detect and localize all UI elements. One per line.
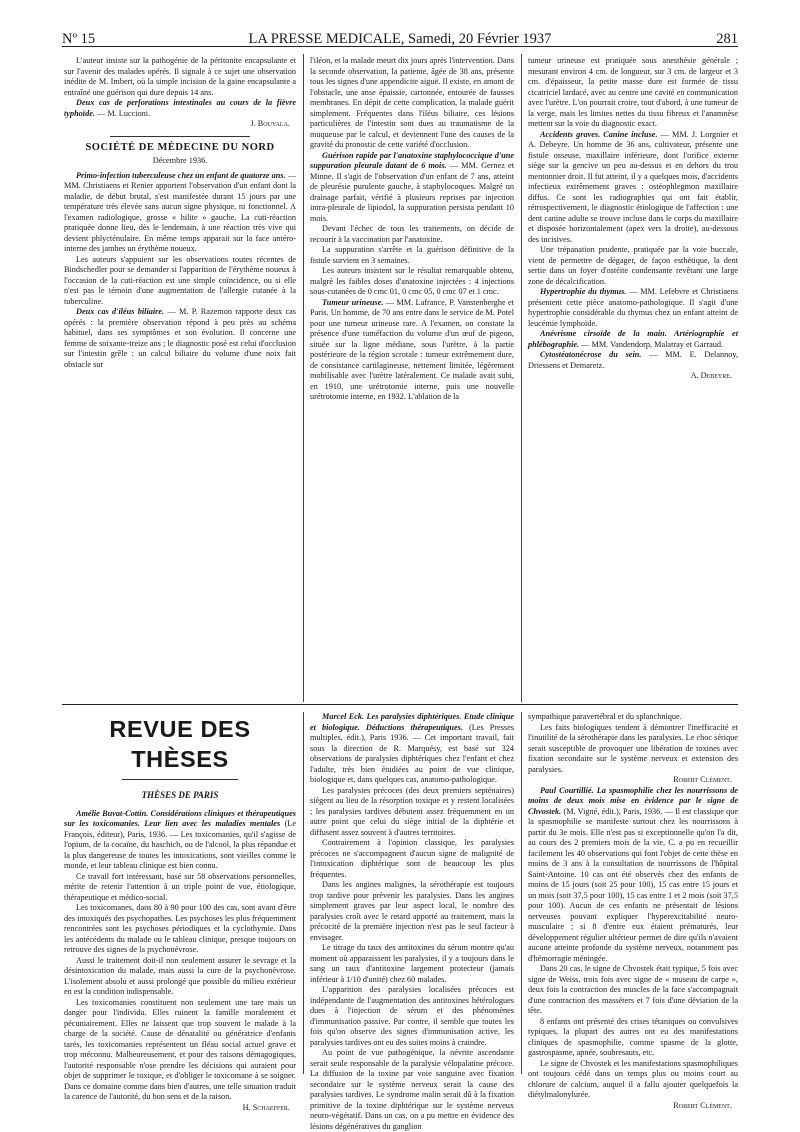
paragraph: La suppuration s'arrête et la guérison définitive de la fistule survient en 3 semaines. — [310, 245, 514, 265]
paragraph: sympathique paravertébral et du splanchnique. — [528, 712, 682, 721]
column-3 — [528, 56, 738, 700]
article-heading: Cytostéatonécrose du sein. — [540, 350, 642, 359]
column-divider-4 — [521, 712, 522, 1074]
thesis-heading: Marcel Eck. Les paralysies diphtériques. Etude clinique et biologique. Déductions thérapeutiques. — [310, 712, 514, 732]
header-rule — [62, 46, 738, 47]
signature: Robert Clément. — [673, 775, 732, 784]
article-text: Un homme de 36 ans, cultivateur, présente une fistule osseuse, maxillaire inférieure, dont l'orifice externe siège sur la gencive un peu au-dessus et en dehors du trou mentonnier droit. Il fut atteint, il y a quelques mois, d'accidents infectieux extrêmement graves : ostéophlegmon maxillaire diffus. Ce sont les radiographies qui ont fait établir, rétrospectivement, le diagnostic étiologique de l'affection : une dent canine adulte se trouve incluse dans le corps du maxillaire et disposée horizontalement (apex vers la droite), au-dessous des incisives. — [528, 140, 738, 244]
paragraph: Aussi le traitement doit-il non seulement assurer le sevrage et la désintoxication du malade, mais aussi la cure de la psychonévrose. L'isolement absolu et aussi prolongé que possible du milieu extérieur en est la condition indispensable. — [64, 955, 296, 996]
signature: Robert Clément. — [673, 1100, 732, 1110]
paragraph: Contrairement à l'opinion classique, les paralysies précoces ne s'accompagnent d'aucun signe de malignité de l'intoxication diphtérique sont de beaucoup les plus fréquentes. — [310, 838, 514, 879]
column-2 — [310, 56, 514, 700]
paragraph: Les faits biologiques tendent à démontrer l'inefficacité et l'inutilité de la sérothérapie dans les paralysies. Le choc sérique serait susceptible de provoquer une libération de toxines avec fixation secondaire sur le système nerveux et extension des paralysies. — [528, 722, 738, 774]
page-number: 281 — [716, 31, 738, 47]
thesis-heading: Amélie Buvat-Cottin. Considérations cliniques et thérapeutiques sur les toxicomanies. Leur lien avec les maladies mentales — [64, 808, 296, 828]
society-date: Décembre 1936. — [152, 156, 208, 165]
article-text: rapporte deux cas opérés : la première observation répond à peu près au schéma habituel, dans ses symptômes et son évolution. Il concerne une femme de soixante-treize ans ; le diagnostic posé est celui d'occlusion sur l'intestin grêle : un calcul biliaire du volume d'une noix fait obstacle sur — [64, 307, 296, 369]
paragraph: L'auteur insiste sur la pathogénie de la péritonite encapsulante et sur l'avenir des malades opérés. Il signale à ce sujet une observation inédite de M. Imbert, où la simple incision de la gaine encapsulante a entraîné une guérison qui dure depuis 14 ans. — [64, 56, 296, 97]
column-divider-3 — [303, 712, 304, 1074]
article-heading: Accidents graves. Canine incluse. — [540, 129, 658, 139]
section-rule — [62, 704, 738, 705]
column-6 — [528, 712, 739, 1110]
thesis-publication: (Les Presses multiples, édit.), Paris 1936. — Cet important travail, fait sous la direction de R. Marquésy, est basé sur 324 observations de paralysies diphtériques chez l'enfant et chez l'adulte, très bien étudiées au point de vue clinique, biologique et, dans quelques cas, anatomo-pathologique. — [310, 722, 515, 784]
paragraph: Dans les angines malignes, la sérothérapie est toujours trop tardive pour prévenir les paralysies. Dans les angines simplement graves par leur aspect local, le nombre des paralysies croît avec le retard apporté au traitement, mais la précocité de la première injection n'est pas le seul facteur à envisager. — [310, 880, 514, 942]
title-rule — [122, 779, 238, 780]
article-text: Un homme, de 70 ans entre dans le service de M. Potel pour une tumeur urineuse rare. A l'examen, on constate la présence d'une tuméfaction du volume d'un œuf de pigeon, située sur la ligne médiane, sous l'urètre, à la partie postérieure de la région scrotale : tumeur extrêmement dure, de consistance cartilagineuse, nettement limitée, légèrement mobilisable avec l'urètre latéralement. Ce malade avait subi, en 1910, une urétrotomie interne, puis une nouvelle urétrotomie interne, en 1932. L'ablation de la — [310, 308, 514, 401]
paragraph: Le signe de Chvostek et les manifestations spasmophiliques ont toujours cédé dans un temps plus ou moins court au chlorure de calcium, auquel il a fallu ajouter quelquefois la diétylmalonylurée. — [528, 1058, 738, 1099]
article-authors: — MM. Vandendorp, Malatray et Garraud. — [581, 339, 724, 349]
issue-number: Nº 15 — [62, 31, 96, 47]
column-4 — [64, 712, 297, 1112]
article-heading: Anévrisme cirsoïde de la main. Artériographie et phlébographie. — [528, 329, 738, 349]
paragraph: Ce travail fort intéressant, basé sur 58 observations personnelles, mérite de retenir l'attention à un triple point de vue, étiologique, thérapeutique et médico-social. — [64, 871, 296, 902]
paragraph: Les auteurs s'appuient sur les observations toutes récentes de Bindschedler pour se demander si l'apparition de l'érythème noueux à l'occasion de la cuti-réaction est une simple coïncidence, ou si elle n'est pas le témoin d'une augmentation de l'allergie cutanée à la tuberculine. — [64, 254, 296, 306]
article-text: Il s'agit de l'observation d'un enfant de 7 ans, atteint de pleurésie purulente gauche, à staphylocoques. Malgré un drainage parfait, vérifié à plusieurs reprises par injection intra-pleurale de lipiodol, la suppuration persista pendant 10 mois. — [310, 171, 515, 223]
column-1 — [64, 56, 296, 700]
signature: J. Bouyala. — [250, 119, 290, 128]
article-authors: — M. Luccioni. — [97, 108, 151, 118]
paragraph: Devant l'échec de tous les traitements, on décide de recourir à la vaccination par l'anatoxine. — [310, 224, 514, 244]
article-heading: Deux cas de perforations intestinales au cours de la fièvre typhoïde. — [64, 98, 296, 118]
separator — [110, 136, 249, 137]
thesis-publication: (Le François, éditeur), Paris, 1936. — Les toxicomanies, qu'il s'agisse de l'opium, de la cocaïne, du haschich, ou de l'alcool, la plus répandue et la plus dangereuse de toutes les intoxications, sont vieilles comme le monde, et leur tableau clinique est bien connu. — [64, 819, 297, 870]
paragraph: Dans 20 cas, le signe de Chvostek était typique, 5 fois avec signe de Weiss, trois fois avec signe de « museau de carpe », deux fois la contraction des muscles de la face s'accompagnait d'une contraction des masséters et 7 fois d'une déviation de la tête. — [528, 964, 738, 1015]
article-heading: Primo-infection tuberculeuse chez un enfant de quatorze ans. — [76, 170, 286, 180]
article-text: présentent cette pièce anatomo-pathologique. Il s'agit d'une hypertrophie considérable du thymus chez un enfant atteint de leucémie lymphoïde. — [528, 297, 738, 328]
paragraph: tumeur urineuse est pratiquée sous anesthésie générale ; mesurant environ 4 cm. de longueur, sur 3 cm. de largeur et 3 cm. d'épaisseur, la petite masse dure est formée de tissu cicatriciel lardacé, avec au centre une cavité en communication avec l'urètre. L'on pourrait croire, tout d'abord, à une tumeur de la verge, mais les limites nettes du tissu fibreux et l'anamnèse mettent sur la voie du diagnostic exact. — [528, 56, 738, 128]
article-authors: — MM. Lefebvre et Christiaens — [629, 287, 739, 296]
column-divider-2 — [521, 54, 522, 702]
section-title: REVUE DES THÈSES — [109, 716, 251, 772]
paragraph: Les toxicomanes, dans 80 à 90 pour 100 des cas, sont avant d'être des intoxiqués des psychopathes. Les psychoses les plus fréquemment rencontrées sont les psychoses périodiques et la cyclothymie. Dans les antécédents du malade ou le tableau clinique, presque toujours on retrouve des signes de la psychonévrose. — [64, 903, 296, 954]
paragraph: Les auteurs insistent sur le résultat remarquable obtenu, malgré les faibles doses d'anatoxine injectées : 4 injections sous-cutanées de 0 cmc 01, 0 cmc 05, 0 cmc 07 et 1 cmc. — [310, 266, 514, 296]
paragraph: Au point de vue pathogénique, la névrite ascendante serait seule responsable de la paralysie vélopalatine précoce. La diffusion de la toxine par voie sanguine avec fixation secondaire sur le système nerveux serait la cause des paralysies tardives. Le syndrome malin serait dû à la fixation primitive de la toxine diphtérique sur le système nerveux neuro-végétatif. Dans un cas, on a pu mettre en évidence des lésions dégénératives du ganglion — [310, 1048, 514, 1131]
paragraph: Les toxicomanies constituent non seulement une tare mais un danger pour l'individu. Elles ruinent la famille moralement et pécuniairement. Elles ne laissent que trop souvent le malade à la charge de la société. Cause de dénatalité ou génératrice d'enfants tarés, les toxicomanies représentent un fléau social actuel grave et trop méconnu. Malheureusement, et pour des raisons démagogiques, l'autorité responsable n'ose prendre les décisions qui auraient pour objet de supprimer le toxique, et d'obliger le toxicomane à se soigner. Dans ce domaine comme dans bien d'autres, une telle situation traduit la carence de l'autorité, du bon sens et de la raison. — [64, 997, 296, 1101]
thesis-heading: Paul Courtillié. La spasmophilie chez les nourrissons de moins de deux mois mise en évidence par le signe de Chvostek. — [528, 785, 738, 816]
article-authors: — MM. Lafrance, P. Vanstenberghe et Paris. — [310, 297, 514, 317]
column-divider-1 — [303, 54, 304, 702]
thesis-publication: (M. Vigné, édit.), Paris, 1936. — Il est classique que la spasmophilie se manifeste surtout chez les nourrissons à partir du 3e mois. Elle n'est pas si exceptionnelle qu'on l'a dit, au cours des 2 premiers mois de la vie, C. a pu en recueillir facilement les 40 observations qui font l'objet de cette thèse en moins de 3 ans à la consultation de nourrissons de l'hôpital Saint-Antoine. 10 cas ont été observés chez des enfants de moins de 15 jours (soit 25 pour 100), 15 cas entre 15 jours et un mois (soit 37,5 pour 100), 15 cas entre 1 et 2 mois (soit 37,5 pour 100). Aucun de ces enfants ne présentait de lésions nerveuses pouvant expliquer l'hyperexcitabilité neuro-musculaire ; si 8 d'entre eux étaient prématurés, leur développement régulier ultérieur permet de dire qu'ils n'avaient aucune atteinte profonde du système nerveux, notamment pas d'hémorragie méningée. — [528, 806, 739, 963]
section-subtitle: THÈSES DE PARIS — [141, 790, 219, 800]
paragraph: Les paralysies précoces (des deux premiers septénaires) siègent au lieu de la résorption toxique et y restent localisées ; les paralysies tardives débutent assez fréquemment en un autre point que celui du siège initial de la diphtérie et diffusent assez souvent à d'autres territoires. — [310, 785, 514, 837]
article-heading: Hypertrophie du thymus. — [540, 287, 627, 296]
signature: H. Schaeffer. — [242, 1102, 290, 1112]
signature: A. Debeyre. — [690, 371, 732, 380]
article-heading: Tumeur urineuse. — [322, 297, 384, 307]
society-title: SOCIÉTÉ DE MÉDECINE DU NORD — [85, 141, 275, 153]
article-authors: — MM. E. Delannoy, Driessens et Demaretz. — [528, 350, 739, 370]
paragraph: 8 enfants ont présenté des crises tétaniques ou convulsives typiques, la plupart des autres ont eu des manifestations cliniques de spasmophilie, comme spasme de la glotte, gastrospasme, apnée, soubresauts, etc. — [528, 1016, 738, 1057]
article-authors: — MM. J. Lorgnier et A. Debeyre. — [528, 129, 739, 149]
article-text: apportent l'observation d'un enfant dont la maladie, de début brutal, s'est manifestée durant 15 jours par une température très élevée sans aucun signe physique, ni fonctionnel. A l'examen radiologique, grosse « hilite » gauche. La cuti-réaction pratiquée donne lieu, dès le lendemain, à une réaction très vive qui devient phlycténulaire. En même temps apparait sur la face antéro-interne des jambes un érythème noueux. — [64, 181, 296, 253]
journal-title: LA PRESSE MEDICALE, Samedi, 20 Février 1937 — [248, 31, 552, 47]
paragraph: L'apparition des paralysies localisées précoces est indépendante de l'augmentation des antitoxines hétérologues dues à l'injection de sérum et des phénomènes d'immunisation passive. Par contre, il semble que toutes les fois qu'on observe des signes d'immunisation active, les paralysies tardives ont eu des suites moins à craindre. — [310, 985, 514, 1047]
article-authors: — MM. Gernez et Minne. — [310, 161, 514, 181]
article-authors: — MM. Christiaens et Renier — [64, 170, 296, 190]
paragraph: l'iléon, et la malade meurt dix jours après l'intervention. Dans la seconde observation, la patiente, âgée de 38 ans, présente tous les signes d'une appendicite aiguë. Il existe, en amont de l'obstacle, une anse épaissie, cartonnée, entourée de fausses membranes. En dépit de cette complication, la malade guérit simplement. Fréquentes dans l'iléus biliaire, ces lésions particulières de l'intestin sont dues au traumatisme de la muqueuse par le calcul, et deviennent l'une des causes de la gravité du pronostic de cette variété d'occlusion. — [310, 56, 514, 149]
column-5 — [310, 712, 515, 1131]
paragraph: Une trépanation prudente, pratiquée par la voie buccale, vient de permettre de dégager, de façon esthétique, la dent sertie dans un foyer d'ostéite condensante revêtant une large zone de décalcification. — [528, 245, 738, 286]
paragraph: Le titrage du taux des antitoxines du sérum montre qu'au moment où apparaissent les paralysies, il y a toujours dans le sang un taux d'antitoxine largement protecteur (jamais inférieur à 1/10 d'unité) chez 60 malades. — [310, 943, 514, 984]
article-heading: Guérison rapide par l'anatoxine staphylococcique d'une suppuration pleurale datant de 6 mois. — [310, 150, 514, 170]
article-heading: Deux cas d'iléus biliaire. — [76, 307, 165, 316]
page-header — [62, 8, 738, 47]
article-authors: — M. P. Razemon — [167, 307, 232, 316]
